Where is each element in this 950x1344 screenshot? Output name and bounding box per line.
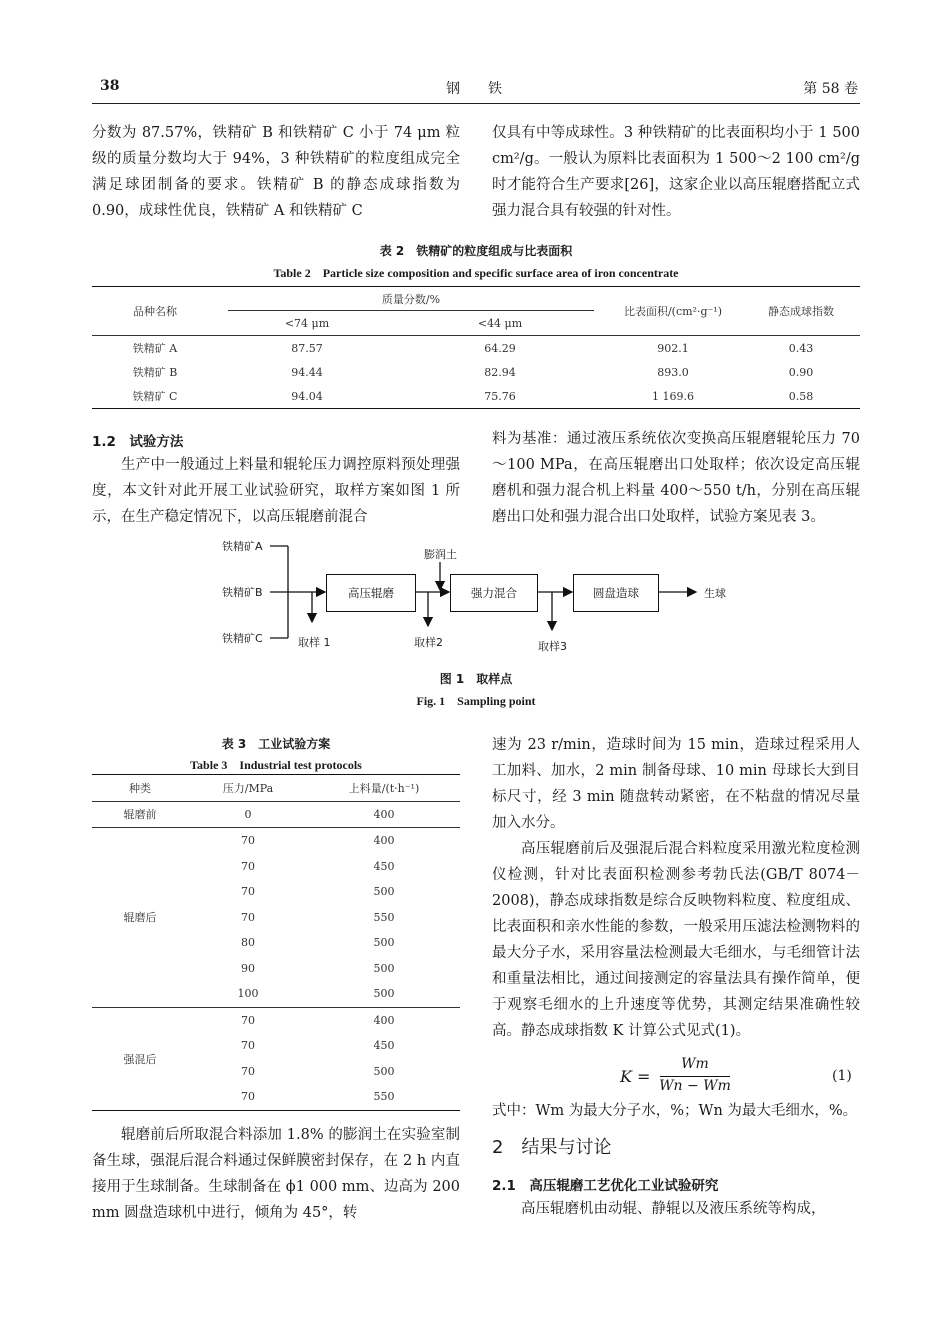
- table3-caption-en: Table 3 Industrial test protocols: [190, 758, 362, 772]
- page-number: 38: [100, 78, 120, 94]
- figure1-input-b: 铁精矿B: [222, 586, 263, 599]
- figure1-input-c: 铁精矿C: [222, 632, 263, 645]
- section-2-1-heading: 2.1 高压辊磨工艺优化工业试验研究: [492, 1178, 719, 1194]
- figure1-sample-1: 取样 1: [298, 636, 331, 649]
- figure1-sample-2: 取样2: [414, 636, 443, 649]
- table2-header-mass: 质量分数/%: [218, 287, 604, 312]
- volume-label: 第 58 卷: [803, 81, 858, 97]
- equation-fraction-bar: [660, 1076, 730, 1077]
- figure1-output: 生球: [704, 587, 726, 600]
- table3-caption-cn: 表 3 工业试验方案: [221, 737, 331, 751]
- right-column-lower: 速为 23 r/min，造球时间为 15 min，造球过程采用人工加料、加水，2 min 制备母球、10 min 母球长大到目标尺寸，经 3 min 随盘转动紧密，在不粘盘的情况尽量加入水分。 高压辊磨前后及强混后混合料粒度采用激光粒度检测仪检测，针对比表面积检测参考勃氏法(GB/T 8074－2008)，静态成球指数是综合反映物料粒度、粒度组成、比表面积和亲水性能的参数，一般采用压滤法检测物料的最大分子水，采用容量法检测最大毛细水，与毛细管计法和重量法相比，通过间接测定的容量法具有操作简单，便于观察毛细水的上升速度等优势，其测定结果准确性较高。静态成球指数 K 计算公式见式(1)。: [492, 737, 860, 1039]
- section-1-2-heading: 1.2 试验方法: [92, 434, 184, 450]
- figure1-bentonite: 膨润土: [424, 548, 457, 561]
- table3-header-pressure: 压力/MPa: [222, 781, 274, 795]
- table2-header-ssa: 比表面积/(cm²·g⁻¹): [604, 287, 742, 336]
- equation-numerator: Wm: [681, 1056, 709, 1072]
- table-row: 辊磨后 70 400: [92, 828, 460, 854]
- equation-lhs: K =: [620, 1067, 651, 1086]
- table2-header-lt74: <74 μm: [218, 311, 396, 336]
- table2-header-name: 品种名称: [92, 287, 218, 336]
- table3-header-feed: 上料量/(t·h⁻¹): [348, 781, 420, 795]
- table-row: 80 500: [241, 936, 395, 950]
- figure1-sample-3: 取样3: [538, 640, 567, 653]
- figure1-box-hpgr: 高压辊磨: [326, 574, 416, 612]
- top-left-paragraph: 分数为 87.57%，铁精矿 B 和铁精矿 C 小于 74 μm 粒级的质量分数均大于 94%，3 种铁精矿的粒度组成完全满足球团制备的要求。铁精矿 B 的静态成球指数为 0.90，成球性优良，铁精矿 A 和铁精矿 C: [92, 125, 460, 219]
- table-row: 100 500: [92, 981, 460, 1007]
- table2-caption-cn: 表 2 铁精矿的粒度组成与比表面积: [379, 244, 573, 258]
- table-row: 70 500: [241, 885, 395, 899]
- table-row: 90 500: [241, 961, 395, 975]
- table3: [92, 774, 460, 1111]
- figure1-box-mixer: 强力混合: [450, 574, 538, 612]
- bottom-left-paragraph: 辊磨前后所取混合料添加 1.8% 的膨润土在实验室制备生球，强混后混合料通过保鲜膜密封保存，在 2 h 内直接用于生球制备。生球制备在 ϕ1 000 mm、边高为 200 mm 圆盘造球机中进行，倾角为 45°，转: [92, 1127, 460, 1221]
- figure1-box-pelletizer: 圆盘造球: [573, 574, 659, 612]
- table2-header-lt44: <44 μm: [396, 311, 604, 336]
- table-row: 70 550: [241, 910, 395, 924]
- table-row: 强混后 70 400: [92, 1007, 460, 1033]
- header-rule: [92, 103, 860, 104]
- table-row: 铁精矿 B 94.44 82.94 893.0 0.90: [132, 365, 814, 379]
- table-row: 辊磨前 0 400: [92, 801, 460, 828]
- figure1-caption-cn: 图 1 取样点: [439, 672, 513, 686]
- section-2-heading: 2 结果与讨论: [492, 1137, 612, 1158]
- equation-number: (1): [832, 1068, 852, 1084]
- equation-explanation: 式中：Wm 为最大分子水，%；Wn 为最大毛细水，%。: [492, 1103, 858, 1119]
- top-right-paragraph: 仅具有中等成球性。3 种铁精矿的比表面积均小于 1 500 cm²/g。一般认为原料比表面积为 1 500～2 100 cm²/g 时才能符合生产要求[26]，这家企业以高压辊磨搭配立式强力混合具有较强的针对性。: [492, 125, 860, 219]
- table2-header-index: 静态成球指数: [742, 287, 860, 336]
- figure1-caption-en: Fig. 1 Sampling point: [416, 694, 536, 708]
- table-row: 铁精矿 C 94.04 75.76 1 169.6 0.58: [92, 384, 860, 409]
- equation-denominator: Wn − Wm: [659, 1078, 731, 1094]
- table-row: 70 450: [241, 1039, 395, 1053]
- table2-caption-en: Table 2 Particle size composition and specific surface area of iron concentrate: [273, 266, 679, 280]
- table-row: 铁精矿 A 87.57 64.29 902.1 0.43: [132, 341, 814, 355]
- table-row: 70 450: [241, 859, 395, 873]
- section-1-2-left: 生产中一般通过上料量和辊轮压力调控原料预处理强度，本文针对此开展工业试验研究，取样方案如图 1 所示，在生产稳定情况下，以高压辊磨前混合: [92, 457, 460, 525]
- journal-title: 钢 铁: [446, 81, 502, 97]
- table-row: 70 500: [241, 1064, 395, 1078]
- table3-header-type: 种类: [129, 781, 151, 795]
- section-2-1-paragraph: 高压辊磨机由动辊、静辊以及液压系统等构成，: [521, 1201, 826, 1217]
- table-row: 70 550: [92, 1084, 460, 1110]
- table2: [92, 286, 860, 409]
- section-1-2-right: 料为基准：通过液压系统依次变换高压辊磨辊轮压力 70～100 MPa，在高压辊磨出口处取样；依次设定高压辊磨机和强力混合机上料量 400～550 t/h，分别在高压辊磨出口处和强力混合出口处取样，试验方案见表 3。: [492, 431, 860, 525]
- figure1-input-a: 铁精矿A: [222, 540, 263, 553]
